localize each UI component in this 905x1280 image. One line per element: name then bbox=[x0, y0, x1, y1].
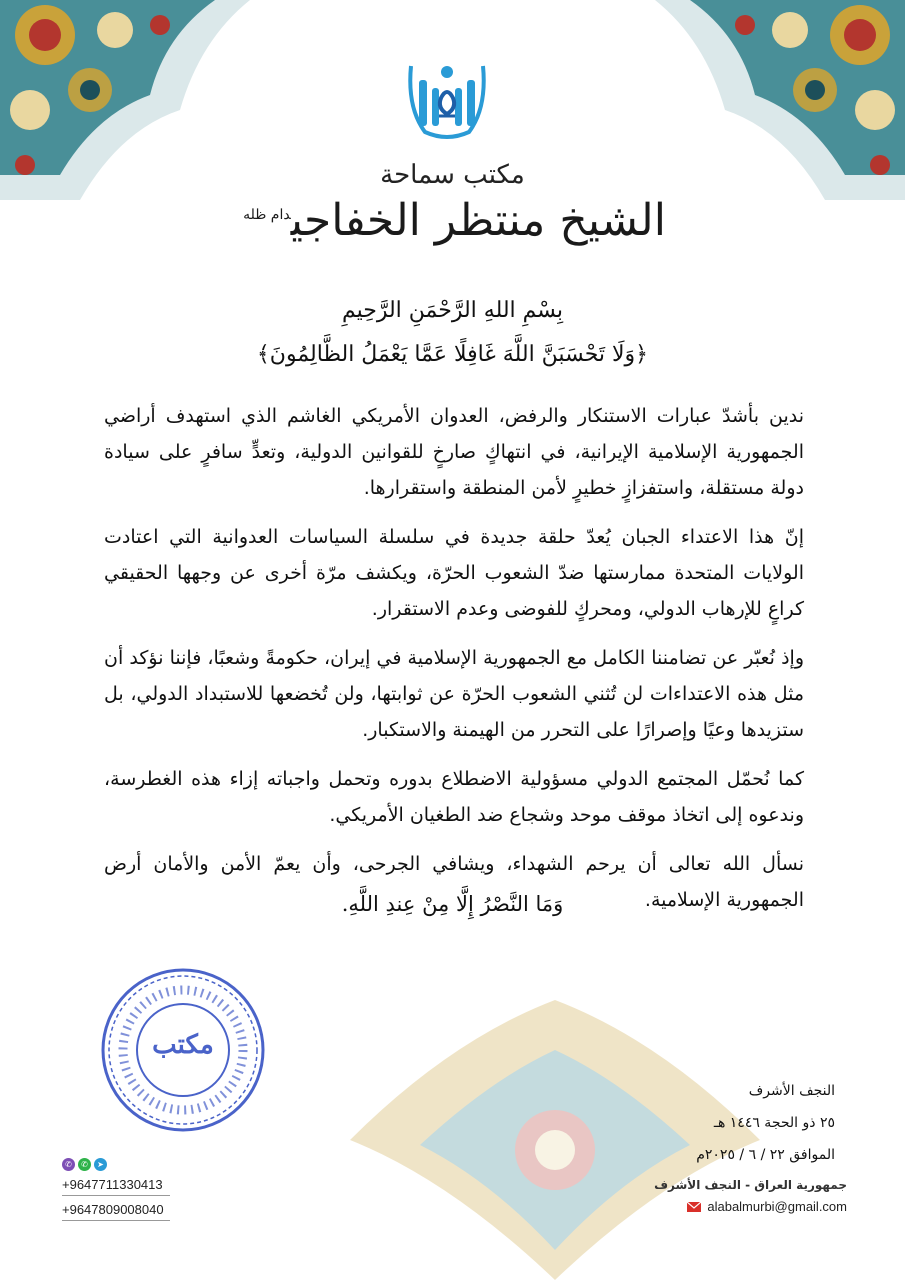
footer-contact bbox=[654, 1178, 847, 1214]
paragraph-4: كما نُحمّل المجتمع الدولي مسؤولية الاضطلاع بدوره وتحمل واجباته إزاء هذه الغطرسة، وندعوه إلى اتخاذ موقف موحد وشجاع ضد الطغيان الأمريكي. bbox=[104, 768, 804, 826]
footer-location: جمهورية العراق - النجف الأشرف bbox=[654, 1178, 847, 1192]
envelope-icon bbox=[687, 1202, 701, 1212]
email-line bbox=[654, 1199, 847, 1214]
messaging-apps bbox=[62, 1158, 170, 1171]
telegram-icon: ➤ bbox=[94, 1158, 107, 1171]
paragraph-3: وإذ نُعبّر عن تضامننا الكامل مع الجمهورية الإسلامية في إيران، حكومةً وشعبًا، فإننا نؤكد أن مثل هذه الاعتداءات لن تُثني الشعوب الحرّة عن ثوابتها، ولن تُخضعها للاستبداد الدولي، بل ستزيدها وعيًا وإصرارًا على التحرر من الهيمنة والاستكبار. bbox=[104, 647, 804, 741]
whatsapp-icon: ✆ bbox=[78, 1158, 91, 1171]
paragraph-5: نسأل الله تعالى أن يرحم الشهداء، ويشافي الجرحى، وأن يعمّ الأمن والأمان أرض الجمهورية الإسلامية. bbox=[104, 853, 804, 911]
statement-body bbox=[104, 398, 804, 931]
phone-number-2[interactable]: +9647809008040 bbox=[62, 1200, 170, 1221]
paragraph-2: إنّ هذا الاعتداء الجبان يُعدّ حلقة جديدة في سلسلة السياسات العدوانية التي اعتادت الولايات المتحدة ممارستها ضدّ الشعوب الحرّة، ويكشف مرّة أخرى عن وجهها الحقيقي كراعٍ للإرهاب الدولي، ومحركٍ للفوضى وعدم الاستقرار. bbox=[104, 526, 804, 620]
viber-icon: ✆ bbox=[62, 1158, 75, 1171]
closing-verse: وَمَا النَّصْرُ إِلَّا مِنْ عِندِ اللَّهِ. bbox=[341, 892, 564, 916]
phone-number-1[interactable]: +9647711330413 bbox=[62, 1175, 170, 1196]
office-logo-icon bbox=[405, 58, 489, 142]
quran-verse: ﴿وَلَا تَحْسَبَنَّ اللَّهَ غَافِلًا عَمَّا يَعْمَلُ الظَّالِمُونَ﴾ bbox=[256, 342, 649, 367]
office-name bbox=[0, 195, 905, 246]
date-gregorian: الموافق ٢٢ / ٦ / ٢٠٢٥م bbox=[696, 1147, 835, 1163]
seal-text: مكتب bbox=[152, 1030, 214, 1060]
date-block bbox=[585, 1075, 835, 1171]
contact-phones bbox=[62, 1158, 170, 1225]
date-place: النجف الأشرف bbox=[748, 1083, 835, 1099]
basmala: بِسْمِ اللهِ الرَّحْمَنِ الرَّحِيمِ bbox=[341, 298, 564, 323]
paragraph-1: ندين بأشدّ عبارات الاستنكار والرفض، العدوان الأمريكي الغاشم الذي استهدف أراضي الجمهورية الإسلامية الإيرانية، في انتهاكٍ صارخٍ للقوانين الدولية، وتعدٍّ سافرٍ على سيادة دولة مستقلة، واستفزازٍ خطيرٍ لأمن المنطقة واستقرارها. bbox=[104, 405, 804, 499]
honorific: دام ظله bbox=[243, 207, 291, 224]
office-label: مكتب سماحة bbox=[380, 160, 525, 190]
office-name-text: الشيخ منتظر الخفاجي bbox=[290, 195, 666, 246]
date-hijri: ٢٥ ذو الحجة ١٤٤٦ هـ bbox=[713, 1115, 835, 1131]
email-address[interactable]: alabalmurbi@gmail.com bbox=[707, 1199, 847, 1214]
